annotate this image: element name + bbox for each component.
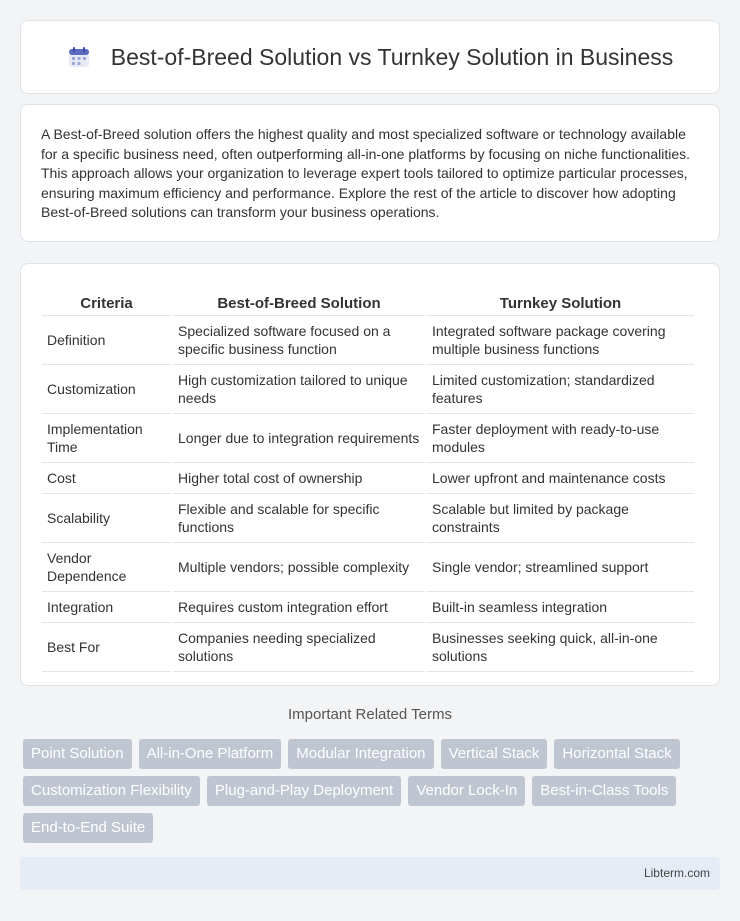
column-header-turnkey: Turnkey Solution bbox=[427, 284, 694, 316]
related-terms-list bbox=[23, 739, 723, 843]
table-cell: Multiple vendors; possible complexity bbox=[173, 543, 425, 592]
table-row bbox=[42, 463, 694, 494]
table-cell: Flexible and scalable for specific functions bbox=[173, 494, 425, 543]
table-row bbox=[42, 543, 694, 592]
tag-all-in-one-platform[interactable]: All-in-One Platform bbox=[139, 739, 282, 769]
table-cell: High customization tailored to unique needs bbox=[173, 365, 425, 414]
comparison-table bbox=[40, 284, 696, 672]
table-cell: Integrated software package covering multiple business functions bbox=[427, 316, 694, 365]
title-card bbox=[20, 20, 720, 94]
tag-end-to-end-suite[interactable]: End-to-End Suite bbox=[23, 813, 153, 843]
table-cell: Longer due to integration requirements bbox=[173, 414, 425, 463]
tag-customization-flexibility[interactable]: Customization Flexibility bbox=[23, 776, 200, 806]
table-row bbox=[42, 494, 694, 543]
footer-site-link[interactable]: Libterm.com bbox=[643, 866, 710, 880]
tag-horizontal-stack[interactable]: Horizontal Stack bbox=[554, 739, 679, 769]
table-cell: Definition bbox=[42, 316, 171, 365]
table-cell: Customization bbox=[42, 365, 171, 414]
table-cell: Higher total cost of ownership bbox=[173, 463, 425, 494]
tag-modular-integration[interactable]: Modular Integration bbox=[288, 739, 433, 769]
table-cell: Limited customization; standardized features bbox=[427, 365, 694, 414]
table-cell: Built-in seamless integration bbox=[427, 592, 694, 623]
table-cell: Lower upfront and maintenance costs bbox=[427, 463, 694, 494]
table-cell: Faster deployment with ready-to-use modules bbox=[427, 414, 694, 463]
tag-vertical-stack[interactable]: Vertical Stack bbox=[441, 739, 548, 769]
tag-vendor-lock-in[interactable]: Vendor Lock-In bbox=[408, 776, 525, 806]
table-row bbox=[42, 365, 694, 414]
table-cell: Specialized software focused on a specific business function bbox=[173, 316, 425, 365]
table-cell: Cost bbox=[42, 463, 171, 494]
related-terms-heading: Important Related Terms bbox=[288, 706, 452, 723]
tag-best-in-class-tools[interactable]: Best-in-Class Tools bbox=[532, 776, 676, 806]
table-row bbox=[42, 414, 694, 463]
table-cell: Integration bbox=[42, 592, 171, 623]
table-cell: Implementation Time bbox=[42, 414, 171, 463]
table-cell: Scalable but limited by package constraints bbox=[427, 494, 694, 543]
table-cell: Vendor Dependence bbox=[42, 543, 171, 592]
table-cell: Businesses seeking quick, all-in-one solutions bbox=[427, 623, 694, 672]
table-header-row bbox=[42, 284, 694, 316]
tag-point-solution[interactable]: Point Solution bbox=[23, 739, 132, 769]
table-row bbox=[42, 623, 694, 672]
table-cell: Requires custom integration effort bbox=[173, 592, 425, 623]
column-header-criteria: Criteria bbox=[42, 284, 171, 316]
table-cell: Scalability bbox=[42, 494, 171, 543]
table-card bbox=[20, 263, 720, 686]
table-cell: Companies needing specialized solutions bbox=[173, 623, 425, 672]
intro-text: A Best-of-Breed solution offers the highest quality and most specialized software or technology available for a specific business need, often outperforming all-in-one platforms by focusing on niche functionalities. This approach allows your organization to leverage expert tools tailored to optimize particular processes, ensuring maximum efficiency and performance. Explore the rest of the article to discover how adopting Best-of-Breed solutions can transform your business operations. bbox=[41, 126, 691, 221]
column-header-best-of-breed: Best-of-Breed Solution bbox=[173, 284, 425, 316]
page-title: Best-of-Breed Solution vs Turnkey Solution in Business bbox=[110, 43, 674, 70]
table-cell: Best For bbox=[42, 623, 171, 672]
table-row bbox=[42, 316, 694, 365]
intro-card bbox=[20, 104, 720, 242]
footer bbox=[20, 857, 720, 890]
calendar-icon bbox=[67, 45, 91, 69]
tag-plug-and-play-deployment[interactable]: Plug-and-Play Deployment bbox=[207, 776, 401, 806]
table-cell: Single vendor; streamlined support bbox=[427, 543, 694, 592]
table-row bbox=[42, 592, 694, 623]
